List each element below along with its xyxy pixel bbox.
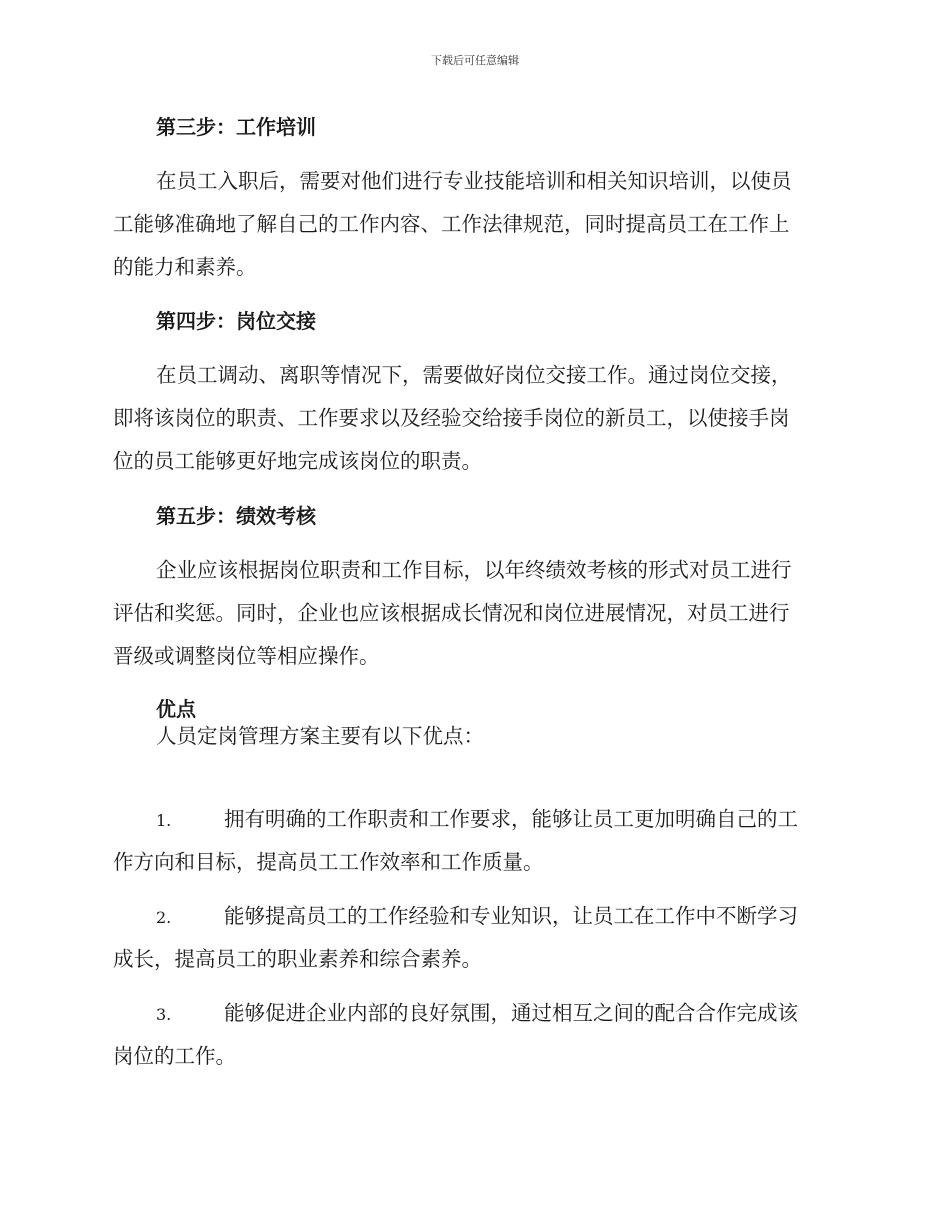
paragraph-line: 在员工调动、离职等情况下，需要做好岗位交接工作。通过岗位交接， [156,363,792,387]
list-item-text: 能够促进企业内部的良好氛围，通过相互之间的配合合作完成该 [224,1001,798,1025]
section-heading-training: 第三步：工作培训 [156,115,316,139]
section-heading-handover: 第四步：岗位交接 [156,309,316,333]
advantages-heading: 优点 [156,697,196,721]
paragraph-line: 的能力和素养。 [113,255,257,279]
list-item-number: 2. [156,908,172,927]
list-item-line: 岗位的工作。 [113,1044,236,1068]
advantage-item-2 [113,895,833,981]
section-heading-performance: 第五步：绩效考核 [156,504,316,528]
list-item-number: 3. [156,1005,172,1024]
section-body-performance [113,549,833,678]
list-item-text: 能够提高员工的工作经验和专业知识，让员工在工作中不断学习 [224,904,798,928]
paragraph-line: 企业应该根据岗位职责和工作目标，以年终绩效考核的形式对员工进行 [156,558,792,582]
advantage-item-1 [113,798,833,884]
list-item-line: 作方向和目标，提高员工工作效率和工作质量。 [113,850,544,874]
list-item-line [113,992,833,1035]
list-item-number: 1. [156,811,172,830]
paragraph-line: 在员工入职后，需要对他们进行专业技能培训和相关知识培训，以使员 [156,169,792,193]
page-header: 下载后可任意编辑 [431,54,519,67]
section-body-handover [113,354,833,483]
list-item-line [113,895,833,938]
paragraph-line: 人员定岗管理方案主要有以下优点： [156,724,484,748]
paragraph-line: 工能够准确地了解自己的工作内容、工作法律规范，同时提高员工在工作上 [113,212,790,236]
advantage-item-3 [113,992,833,1078]
paragraph-line: 评估和奖惩。同时，企业也应该根据成长情况和岗位进展情况，对员工进行 [113,601,790,625]
paragraph-line: 即将该岗位的职责、工作要求以及经验交给接手岗位的新员工，以使接手岗 [113,406,790,430]
advantages-intro [113,715,833,758]
list-item-text: 拥有明确的工作职责和工作要求，能够让员工更加明确自己的工 [224,807,798,831]
list-item-line: 成长，提高员工的职业素养和综合素养。 [113,947,482,971]
section-body-training [113,160,833,289]
list-item-line [113,798,833,841]
paragraph-line: 晋级或调整岗位等相应操作。 [113,644,380,668]
paragraph-line: 位的员工能够更好地完成该岗位的职责。 [113,449,482,473]
